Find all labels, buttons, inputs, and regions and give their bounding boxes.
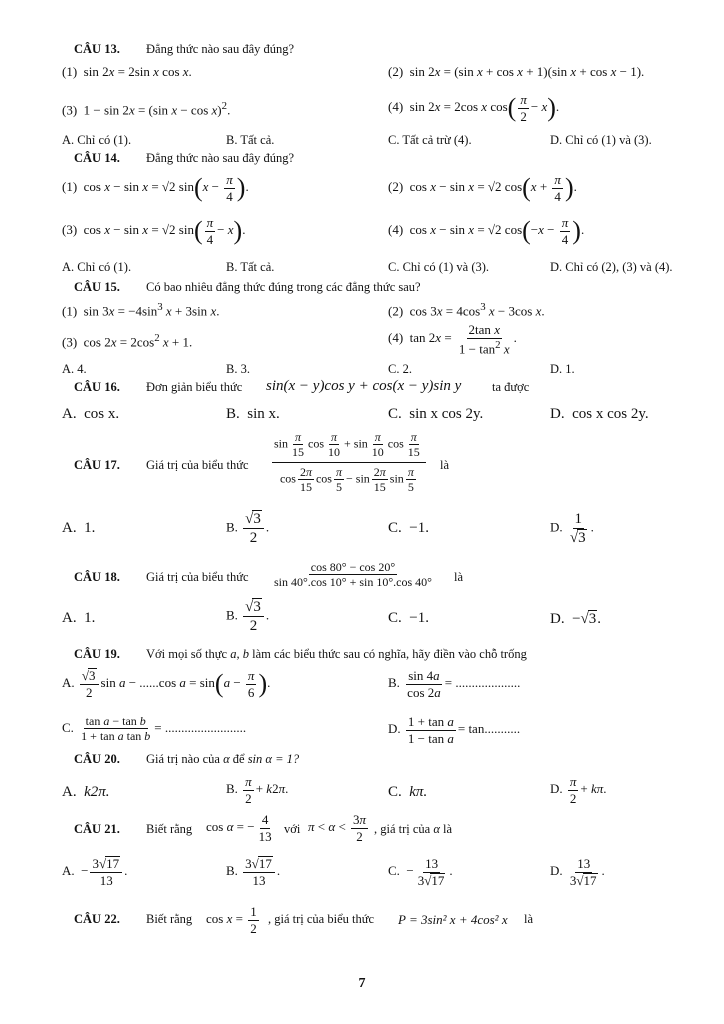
q14-statement-4: (4) cos x − sin x = √2 cos(−x − $\frac{\pi}{4}$ ). — [388, 215, 585, 247]
q14-option-b[interactable]: B. Tất cả. — [226, 260, 275, 274]
q21-option-a[interactable]: A. − $\frac{3√17}{13}$ . — [62, 856, 128, 888]
q17-expression: sin $\frac{\pi}{15}$ cos $\frac{\pi}{10}$ + sin $\frac{\pi}{10}$ cos $\frac{\pi}{15}$ cos $\frac{2\pi}{15}$ cos $\frac{\pi}{5}$ − sin $\frac{2\pi}{15}$ sin $\frac{\pi}{5}$ — [270, 430, 428, 495]
q19-item-b: B. $\frac{\sin 4a}{\cos 2a}$ = .................... — [388, 668, 521, 700]
q17-option-a[interactable]: A. 1. — [62, 520, 96, 536]
q22-question: Biết rằng — [146, 912, 193, 926]
q15-statement-2: (2) $\cos 3x = 4\cos^3$ x − 3cos x. — [388, 301, 545, 319]
q21-question: Biết rằng — [146, 822, 193, 836]
q16-label: CÂU 16. — [74, 380, 120, 394]
q19-question: Với mọi số thực a, b làm các biểu thức sau có nghĩa, hãy điền vào chỗ trống — [146, 647, 527, 661]
page-number: 7 — [358, 976, 366, 991]
q22-tail2: là — [524, 912, 534, 926]
q22-condition: cos x = $\frac{1}{2}$ — [206, 904, 257, 936]
q16-tail: ta được — [492, 380, 530, 394]
q18-option-a[interactable]: A. 1. — [62, 610, 96, 626]
q17-question: Giá trị của biểu thức — [146, 458, 249, 472]
q19-item-d: D. $\frac{\text{1 + tan a}}{\text{1 − tan a}}$ = tan........... — [388, 714, 521, 746]
q14-statement-1: (1) cos x − sin x = √2 sin(x − $\frac{\pi}{4}$ ). — [62, 172, 249, 204]
q15-option-c[interactable]: C. 2. — [388, 362, 412, 376]
q15-question: Có bao nhiêu đẳng thức đúng trong các đẳng thức sau? — [146, 280, 421, 294]
q13-option-d[interactable]: D. Chỉ có (1) và (3). — [550, 133, 652, 147]
q15-statement-4: (4) tan 2x = $\frac{\text{2tan x}}{1 - \tan^2 x}$ . — [388, 322, 517, 356]
q13-label: CÂU 13. — [74, 42, 120, 56]
q14-option-c[interactable]: C. Chỉ có (1) và (3). — [388, 260, 490, 274]
q22-label: CÂU 22. — [74, 912, 120, 926]
q21-label: CÂU 21. — [74, 822, 120, 836]
q13-statement-4: (4) sin 2x = 2cos x cos( $\frac{\pi}{2}$ − x). — [388, 92, 560, 124]
q20-option-c[interactable]: C. kπ. — [388, 784, 428, 800]
q15-statement-3: (3) $\cos 2x = 2\cos^2$ x + 1. — [62, 332, 193, 350]
q15-statement-1: (1) $\sin 3x = -4\sin^3$ x + 3sin x. — [62, 301, 220, 319]
q14-label: CÂU 14. — [74, 151, 120, 165]
q18-question: Giá trị của biểu thức — [146, 570, 249, 584]
q19-item-c: C. $\frac{\text{tan a − tan b}}{\text{1 + tan a tan b}}$ = ......................... — [62, 714, 247, 744]
q19-item-a: A. $\frac{√3}{2}$ sin a − ......cos a = sin(a − $\frac{\pi}{6}$ ). — [62, 668, 271, 700]
q13-option-c[interactable]: C. Tất cả trừ (4). — [388, 133, 472, 147]
q17-option-d[interactable]: D. $\frac{1}{√3}$ . — [550, 511, 594, 546]
q17-option-c[interactable]: C. −1. — [388, 520, 429, 536]
q21-tail: , giá trị của α là — [374, 822, 453, 836]
q18-label: CÂU 18. — [74, 570, 120, 584]
q17-option-b[interactable]: B. $\frac{√3}{2}$ . — [226, 511, 270, 546]
q14-option-d[interactable]: D. Chỉ có (2), (3) và (4). — [550, 260, 673, 274]
q21-range: π < α < $\frac{3\pi}{2}$ — [308, 812, 367, 844]
q15-option-a[interactable]: A. 4. — [62, 362, 87, 376]
q20-question: Giá trị nào của α để sin α = 1? — [146, 752, 300, 766]
q16-expression: sin(x − y)cos y + cos(x − y)sin y — [266, 378, 462, 394]
q14-statement-2: (2) cos x − sin x = √2 cos(x + $\frac{\pi}{4}$ ). — [388, 172, 577, 204]
q16-question: Đơn giản biểu thức — [146, 380, 243, 394]
q19-label: CÂU 19. — [74, 647, 120, 661]
q20-option-d[interactable]: D. $\frac{\pi}{2}$ + kπ. — [550, 774, 607, 806]
q21-option-c[interactable]: C. − $\frac{13}{3√17}$ . — [388, 856, 453, 888]
q16-option-b[interactable]: B. sin x. — [226, 406, 280, 422]
q16-option-d[interactable]: D. cos x cos 2y. — [550, 406, 649, 422]
q21-option-d[interactable]: D. $\frac{13}{3√17}$ . — [550, 856, 605, 888]
q17-tail: là — [440, 458, 450, 472]
q13-statement-2: (2) sin 2x = (sin x + cos x + 1)(sin x + cos x − 1). — [388, 64, 645, 79]
q20-option-a[interactable]: A. k2π. — [62, 784, 110, 800]
q13-statement-3: (3) 1 − sin 2x = (sin x − cos x)$^2$. — [62, 100, 231, 118]
q18-expression: $\frac{\cos 80^\circ - \cos 20^\circ}{\sin 40^\circ.\cos 10^\circ + \sin 10^\circ.\cos 40^\circ}$ — [274, 560, 432, 590]
q21-with: với — [284, 822, 301, 836]
q20-label: CÂU 20. — [74, 752, 120, 766]
q13-option-b[interactable]: B. Tất cả. — [226, 133, 275, 147]
q18-option-d[interactable]: D. −√3. — [550, 611, 602, 627]
q14-question: Đẳng thức nào sau đây đúng? — [146, 151, 295, 165]
q15-label: CÂU 15. — [74, 280, 120, 294]
q18-tail: là — [454, 570, 464, 584]
q15-option-d[interactable]: D. 1. — [550, 362, 575, 376]
q21-option-b[interactable]: B. $\frac{3√17}{13}$ . — [226, 856, 281, 888]
q16-option-a[interactable]: A. cos x. — [62, 406, 120, 422]
q13-statement-1: (1) sin 2x = 2sin x cos x. — [62, 64, 192, 79]
q17-label: CÂU 17. — [74, 458, 120, 472]
q18-option-c[interactable]: C. −1. — [388, 610, 429, 626]
q15-option-b[interactable]: B. 3. — [226, 362, 250, 376]
q22-tail: , giá trị của biểu thức — [268, 912, 375, 926]
q16-option-c[interactable]: C. sin x cos 2y. — [388, 406, 484, 422]
q13-option-a[interactable]: A. Chỉ có (1). — [62, 133, 132, 147]
q22-expression: P = 3sin² x + 4cos² x — [398, 912, 508, 927]
q20-option-b[interactable]: B. $\frac{\pi}{2}$ + k2π. — [226, 774, 289, 806]
q21-condition: cos α = − $\frac{4}{13}$ — [206, 812, 272, 844]
q14-option-a[interactable]: A. Chỉ có (1). — [62, 260, 132, 274]
q13-question: Đẳng thức nào sau đây đúng? — [146, 42, 295, 56]
q18-option-b[interactable]: B. $\frac{√3}{2}$ . — [226, 599, 270, 634]
q14-statement-3: (3) cos x − sin x = √2 sin( $\frac{\pi}{4}$ − x). — [62, 215, 246, 247]
